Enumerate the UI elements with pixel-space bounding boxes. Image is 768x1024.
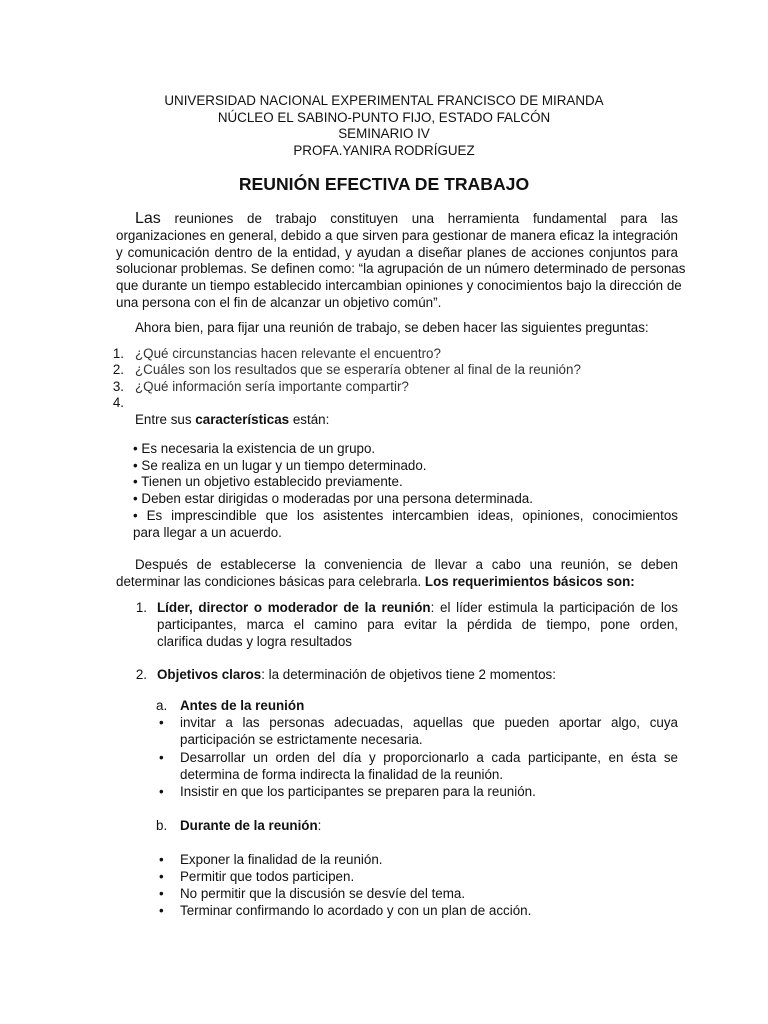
- section-heading-during: Durante de la reunión:: [180, 818, 322, 833]
- list-item: • Se realiza en un lugar y un tiempo determinado.: [133, 458, 427, 473]
- item-number: 3.: [112, 379, 124, 394]
- intro-line: y comunicación dentro de la entidad, y ayudan a diseñar planes de acciones conjuntos para: [116, 244, 678, 260]
- list-item: • Deben estar dirigidas o moderadas por una persona determinada.: [133, 491, 533, 506]
- bullet: •: [159, 903, 164, 918]
- list-item: • Es imprescindible que los asistentes intercambien ideas, opiniones, conocimientos para llegar a un acuerdo.: [133, 508, 678, 540]
- list-item: Insistir en que los participantes se preparen para la reunión.: [180, 784, 536, 799]
- characteristics-heading: Entre sus características están:: [135, 412, 330, 427]
- intro-paragraph: [116, 210, 686, 312]
- professor-name: PROFA.YANIRA RODRÍGUEZ: [293, 143, 475, 158]
- list-item: Exponer la finalidad de la reunión.: [180, 852, 383, 867]
- bullet: •: [159, 715, 164, 730]
- bullet: •: [159, 852, 164, 867]
- bullet: •: [159, 869, 164, 884]
- list-item: No permitir que la discusión se desvíe del tema.: [180, 886, 466, 901]
- item-number: 1.: [135, 600, 147, 615]
- question-text: ¿Qué circunstancias hacen relevante el encuentro?: [135, 346, 441, 361]
- requirement-title: Objetivos claros: [157, 667, 262, 682]
- intro-line: solucionar problemas. Se definen como: “la agrupación de un número determinado de personas: [116, 261, 686, 277]
- intro-line: Las reuniones de trabajo constituyen una herramienta fundamental para las: [135, 210, 678, 227]
- item-number: 2.: [135, 667, 147, 682]
- intro-first-word: Las: [135, 210, 161, 227]
- list-item: Terminar confirmando lo acordado y con un plan de acción.: [180, 903, 532, 918]
- requirement-title: Líder, director o moderador de la reunión: [157, 600, 431, 615]
- bullet: •: [159, 750, 164, 765]
- bullet: •: [159, 784, 164, 799]
- course-name: SEMINARIO IV: [338, 126, 430, 141]
- question-text: ¿Qué información sería importante compartir?: [135, 379, 409, 394]
- list-item: • Es necesaria la existencia de un grupo.: [133, 441, 376, 456]
- campus-name: NÚCLEO EL SABINO-PUNTO FIJO, ESTADO FALCÓN: [217, 110, 551, 125]
- list-item: invitar a las personas adecuadas, aquellas que pueden aportar algo, cuya participación se estrictamente necesaria.: [180, 715, 678, 747]
- item-letter: b.: [156, 818, 168, 833]
- questions-intro: Ahora bien, para fijar una reunión de trabajo, se deben hacer las siguientes preguntas:: [135, 320, 649, 335]
- item-number: 1.: [112, 346, 124, 361]
- page-title: REUNIÓN EFECTIVA DE TRABAJO: [238, 174, 530, 194]
- conditions-paragraph: Después de establecerse la conveniencia de llevar a cabo una reunión, se deben determinar las condiciones básicas para celebrarla. Los requerimientos básicos son:: [116, 557, 678, 589]
- intro-line: una persona con el fin de alcanzar un objetivo común”.: [116, 294, 442, 310]
- university-name: UNIVERSIDAD NACIONAL EXPERIMENTAL FRANCISCO DE MIRANDA: [164, 93, 604, 108]
- list-item: • Tienen un objetivo establecido previamente.: [133, 474, 403, 489]
- item-letter: a.: [156, 698, 168, 713]
- item-number: 4.: [112, 395, 124, 410]
- list-item: Permitir que todos participen.: [180, 869, 355, 884]
- item-number: 2.: [112, 362, 124, 377]
- bullet: •: [159, 886, 164, 901]
- intro-line: que durante un tiempo establecido intercambian opiniones y conocimientos bajo la dirección de: [116, 278, 682, 294]
- document-page: UNIVERSIDAD NACIONAL EXPERIMENTAL FRANCISCO DE MIRANDA NÚCLEO EL SABINO-PUNTO FIJO, ESTADO FALCÓN SEMINARIO IV PROFA.YANIRA RODRÍGUEZ REUNIÓN EFECTIVA DE TRABAJO Las reuniones de trabajo constituyen una herramienta fundamental para las organizaciones en general, debido a que sirven para gestionar de manera eficaz la integración y comunicación dentro de la entidad, y ayudan a diseñar planes de acciones conjuntos para solucionar problemas. Se definen como: “la agrupación de un número determinado de personas que durante un tiempo establecido intercambian opiniones y conocimientos bajo la dirección de una persona con el fin de alcanzar un objetivo común”. Ahora bien, para fijar una reunión de trabajo, se deben hacer las siguientes preguntas: 1. ¿Qué circunstancias hacen relevante el encuentro? 2. ¿Cuáles son los resultados que se esperaría obtener al final de la reunión? 3. ¿Qué información sería importante compartir? 4. Entre sus características están: • Es necesaria la existencia de un grupo. • Se realiza en un lugar y un tiempo determinado. • Tienen un objetivo establecido previamente. • Deben estar dirigidas o moderadas por una persona determinada. • Es imprescindible que los asistentes intercambien ideas, opiniones, conocimientos para llegar a un acuerdo. Después de establecerse la conveniencia de llevar a cabo una reunión, se deben determinar las condiciones básicas para celebrarla. Los requerimientos básicos son: 1. Líder, director o moderador de la reunión: el líder estimula la participación de los participantes, marca el camino para evitar la pérdida de tiempo, pone orden, clarifica dudas y logra resultados 2. Objetivos claros: la determinación de objetivos tiene 2 momentos: a. Antes de la reunión • invitar a las personas adecuadas, aquellas que pueden aportar algo, cuya participación se estrictamente necesaria. • Desarrollar un orden del día y proporcionarlo a cada participante, en ésta se determina de forma indirecta la finalidad de la reunión. • Insistir en que los participantes se preparen para la reunión. b. Durante de la reunión: • Exponer la finalidad de la reunión. • Permitir que todos participen. • No permitir que la discusión se desvíe del tema. • Terminar confirmando lo acordado y con un plan de acción.: [0, 0, 768, 1024]
- question-text: ¿Cuáles son los resultados que se esperaría obtener al final de la reunión?: [135, 362, 581, 377]
- intro-line: organizaciones en general, debido a que sirven para gestionar de manera eficaz la integración: [116, 227, 678, 243]
- section-heading-before: Antes de la reunión: [180, 698, 305, 713]
- list-item: Desarrollar un orden del día y proporcionarlo a cada participante, en ésta se determina de forma indirecta la finalidad de la reunión.: [180, 750, 678, 782]
